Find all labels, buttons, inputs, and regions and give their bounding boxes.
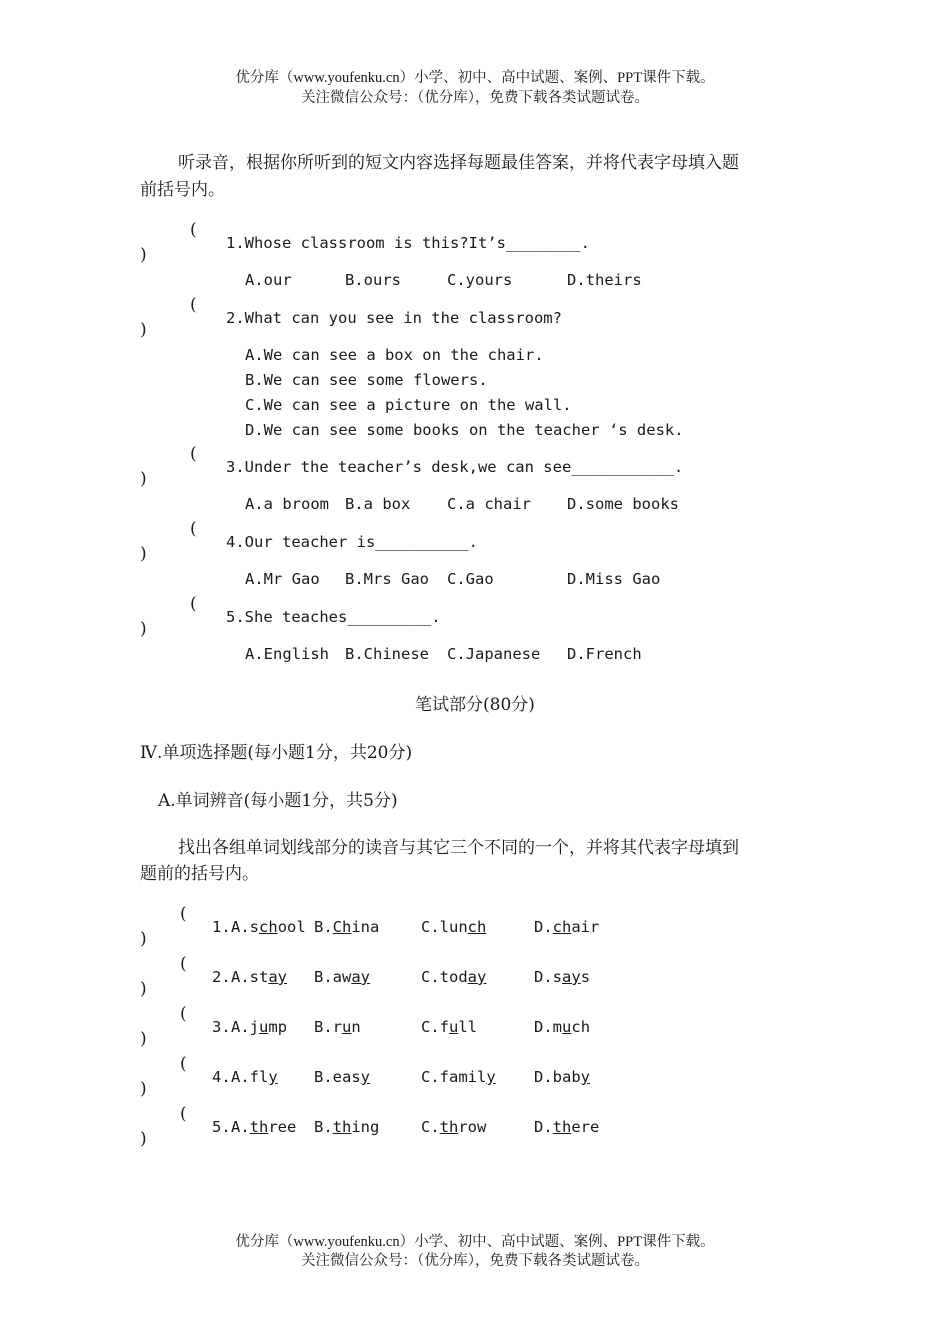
- answer-option: B.ours: [345, 271, 401, 289]
- header-line-2: 关注微信公众号：（优分库），免费下载各类试题试卷。: [301, 90, 649, 106]
- option-label: C.: [421, 1118, 440, 1136]
- underlined-letters: ay: [562, 968, 581, 986]
- answer-option: A.our: [245, 271, 292, 289]
- answer-paren-open: (: [180, 904, 187, 924]
- answer-paren-open: (: [190, 444, 197, 464]
- underlined-letters: ch: [552, 918, 572, 936]
- underlined-letters: th: [249, 1118, 269, 1136]
- option-label: A.: [231, 1118, 250, 1136]
- question-stem: 5.She teaches_________.: [226, 608, 441, 626]
- word-option: [231, 968, 287, 986]
- question-stem: 2.What can you see in the classroom?: [226, 309, 562, 327]
- answer-option: D.Miss Gao: [567, 570, 661, 588]
- underlined-letters: u: [449, 1018, 459, 1036]
- answer-option: B.We can see some flowers.: [245, 371, 488, 389]
- word-prefix: j: [249, 1018, 260, 1036]
- word-prefix: fl: [249, 1068, 269, 1086]
- answer-paren-close: ): [140, 245, 147, 265]
- answer-paren-open: (: [180, 1054, 187, 1074]
- word-option: [314, 968, 370, 986]
- answer-paren-open: (: [180, 954, 187, 974]
- answer-option: C.We can see a picture on the wall.: [245, 396, 572, 414]
- answer-paren-close: ): [140, 1079, 147, 1099]
- word-prefix: tod: [439, 968, 468, 986]
- answer-option: A.English: [245, 645, 329, 663]
- word-prefix: r: [332, 1018, 343, 1036]
- answer-paren-close: ): [140, 469, 147, 489]
- question-stem: 1.Whose classroom is this?It’s________.: [226, 234, 590, 252]
- answer-paren-open: (: [190, 220, 197, 240]
- word-suffix: s: [580, 968, 591, 986]
- answer-option: B.Chinese: [345, 645, 429, 663]
- underlined-letters: y: [268, 1068, 278, 1086]
- row-number: 4.: [212, 1068, 231, 1086]
- row-number: 1.: [212, 918, 231, 936]
- word-prefix: st: [249, 968, 269, 986]
- word-option: [314, 1018, 361, 1036]
- question-stem: 4.Our teacher is__________.: [226, 533, 478, 551]
- option-label: B.: [314, 1068, 333, 1086]
- word-option: [421, 1068, 496, 1086]
- word-option: [534, 968, 590, 986]
- underlined-letters: u: [562, 1018, 572, 1036]
- row-number: 2.: [212, 968, 231, 986]
- word-suffix: ere: [571, 1118, 600, 1136]
- answer-paren-open: (: [180, 1104, 187, 1124]
- word-option: [534, 918, 599, 936]
- answer-option: D.French: [567, 645, 642, 663]
- underlined-letters: Ch: [332, 918, 352, 936]
- underlined-letters: y: [580, 1068, 591, 1086]
- row-number: 5.: [212, 1118, 231, 1136]
- pronunciation-instruction-line-1: 找出各组单词划线部分的读音与其它三个不同的一个，并将其代表字母填到: [178, 838, 739, 858]
- option-label: D.: [534, 1118, 553, 1136]
- word-option: [231, 1068, 278, 1086]
- answer-paren-open: (: [190, 594, 197, 614]
- word-prefix: s: [249, 918, 260, 936]
- word-option: [421, 1018, 477, 1036]
- option-label: C.: [421, 1068, 440, 1086]
- word-prefix: m: [552, 1018, 563, 1036]
- underlined-letters: ay: [467, 968, 487, 986]
- answer-paren-close: ): [140, 619, 147, 639]
- footer-line-2: 关注微信公众号：（优分库），免费下载各类试题试卷。: [301, 1253, 649, 1269]
- option-label: B.: [314, 1018, 333, 1036]
- answer-option: A.a broom: [245, 495, 329, 513]
- answer-paren-open: (: [190, 295, 197, 315]
- question-stem: 3.Under the teacher’s desk,we can see___________.: [226, 458, 684, 476]
- word-suffix: ree: [268, 1118, 297, 1136]
- answer-option: A.Mr Gao: [245, 570, 320, 588]
- word-option: [314, 1068, 370, 1086]
- underlined-letters: u: [342, 1018, 352, 1036]
- written-title: 笔试部分(80分): [415, 695, 535, 715]
- option-label: D.: [534, 918, 553, 936]
- word-option: [231, 1118, 296, 1136]
- underlined-letters: y: [486, 1068, 496, 1086]
- answer-paren-close: ): [140, 979, 147, 999]
- option-label: A.: [231, 918, 250, 936]
- option-label: D.: [534, 1018, 553, 1036]
- option-label: B.: [314, 968, 333, 986]
- answer-option: C.Gao: [447, 570, 494, 588]
- option-label: C.: [421, 1018, 440, 1036]
- answer-paren-close: ): [140, 1029, 147, 1049]
- word-prefix: eas: [332, 1068, 361, 1086]
- answer-paren-open: (: [190, 519, 197, 539]
- pronunciation-instruction-line-2: 题前的括号内。: [140, 864, 259, 884]
- option-label: C.: [421, 968, 440, 986]
- option-label: B.: [314, 1118, 333, 1136]
- word-option: [534, 1018, 590, 1036]
- underlined-letters: th: [439, 1118, 459, 1136]
- section-4-title: Ⅳ.单项选择题(每小题1分，共20分): [140, 743, 413, 763]
- word-prefix: aw: [332, 968, 352, 986]
- word-option: [421, 1118, 486, 1136]
- underlined-letters: th: [552, 1118, 572, 1136]
- underlined-letters: th: [332, 1118, 352, 1136]
- option-label: A.: [231, 1068, 250, 1086]
- answer-option: B.a box: [345, 495, 411, 513]
- word-prefix: s: [552, 968, 563, 986]
- option-label: C.: [421, 918, 440, 936]
- option-label: D.: [534, 1068, 553, 1086]
- word-option: [534, 1118, 599, 1136]
- answer-paren-close: ): [140, 320, 147, 340]
- answer-paren-close: ): [140, 929, 147, 949]
- word-suffix: ool: [277, 918, 306, 936]
- answer-option: B.Mrs Gao: [345, 570, 429, 588]
- word-prefix: famil: [439, 1068, 487, 1086]
- underlined-letters: ch: [259, 918, 278, 936]
- sub-a-title: A.单词辨音(每小题1分，共5分): [158, 791, 398, 811]
- word-prefix: f: [439, 1018, 450, 1036]
- word-suffix: ll: [458, 1018, 478, 1036]
- answer-option: C.Japanese: [447, 645, 541, 663]
- underlined-letters: ay: [268, 968, 288, 986]
- word-option: [314, 918, 379, 936]
- answer-option: D.We can see some books on the teacher ‘s desk.: [245, 421, 684, 439]
- word-option: [534, 1068, 590, 1086]
- underlined-letters: ay: [351, 968, 371, 986]
- word-option: [421, 968, 486, 986]
- word-suffix: row: [458, 1118, 487, 1136]
- word-prefix: lun: [439, 918, 468, 936]
- word-suffix: air: [571, 918, 600, 936]
- underlined-letters: u: [259, 1018, 269, 1036]
- answer-paren-close: ): [140, 544, 147, 564]
- word-option: [231, 1018, 287, 1036]
- word-suffix: ch: [571, 1018, 591, 1036]
- footer-line-1: 优分库（www.youfenku.cn）小学、初中、高中试题、案例、PPT课件下载。: [235, 1234, 715, 1250]
- option-label: B.: [314, 918, 333, 936]
- word-suffix: n: [351, 1018, 361, 1036]
- row-number: 3.: [212, 1018, 231, 1036]
- word-option: [421, 918, 486, 936]
- answer-paren-open: (: [180, 1004, 187, 1024]
- listening-instruction-line-1: 听录音，根据你所听到的短文内容选择每题最佳答案，并将代表字母填入题: [178, 153, 739, 173]
- answer-paren-close: ): [140, 1129, 147, 1149]
- word-option: [231, 918, 306, 936]
- word-prefix: bab: [552, 1068, 581, 1086]
- option-label: D.: [534, 968, 553, 986]
- answer-option: D.some books: [567, 495, 679, 513]
- word-suffix: mp: [268, 1018, 288, 1036]
- underlined-letters: y: [360, 1068, 371, 1086]
- header-line-1: 优分库（www.youfenku.cn）小学、初中、高中试题、案例、PPT课件下载。: [235, 70, 715, 86]
- answer-option: A.We can see a box on the chair.: [245, 346, 544, 364]
- word-suffix: ing: [351, 1118, 380, 1136]
- underlined-letters: ch: [467, 918, 487, 936]
- word-option: [314, 1118, 379, 1136]
- option-label: A.: [231, 1018, 250, 1036]
- answer-option: D.theirs: [567, 271, 642, 289]
- option-label: A.: [231, 968, 250, 986]
- answer-option: C.yours: [447, 271, 513, 289]
- answer-option: C.a chair: [447, 495, 531, 513]
- word-suffix: ina: [351, 918, 380, 936]
- listening-instruction-line-2: 前括号内。: [140, 180, 225, 200]
